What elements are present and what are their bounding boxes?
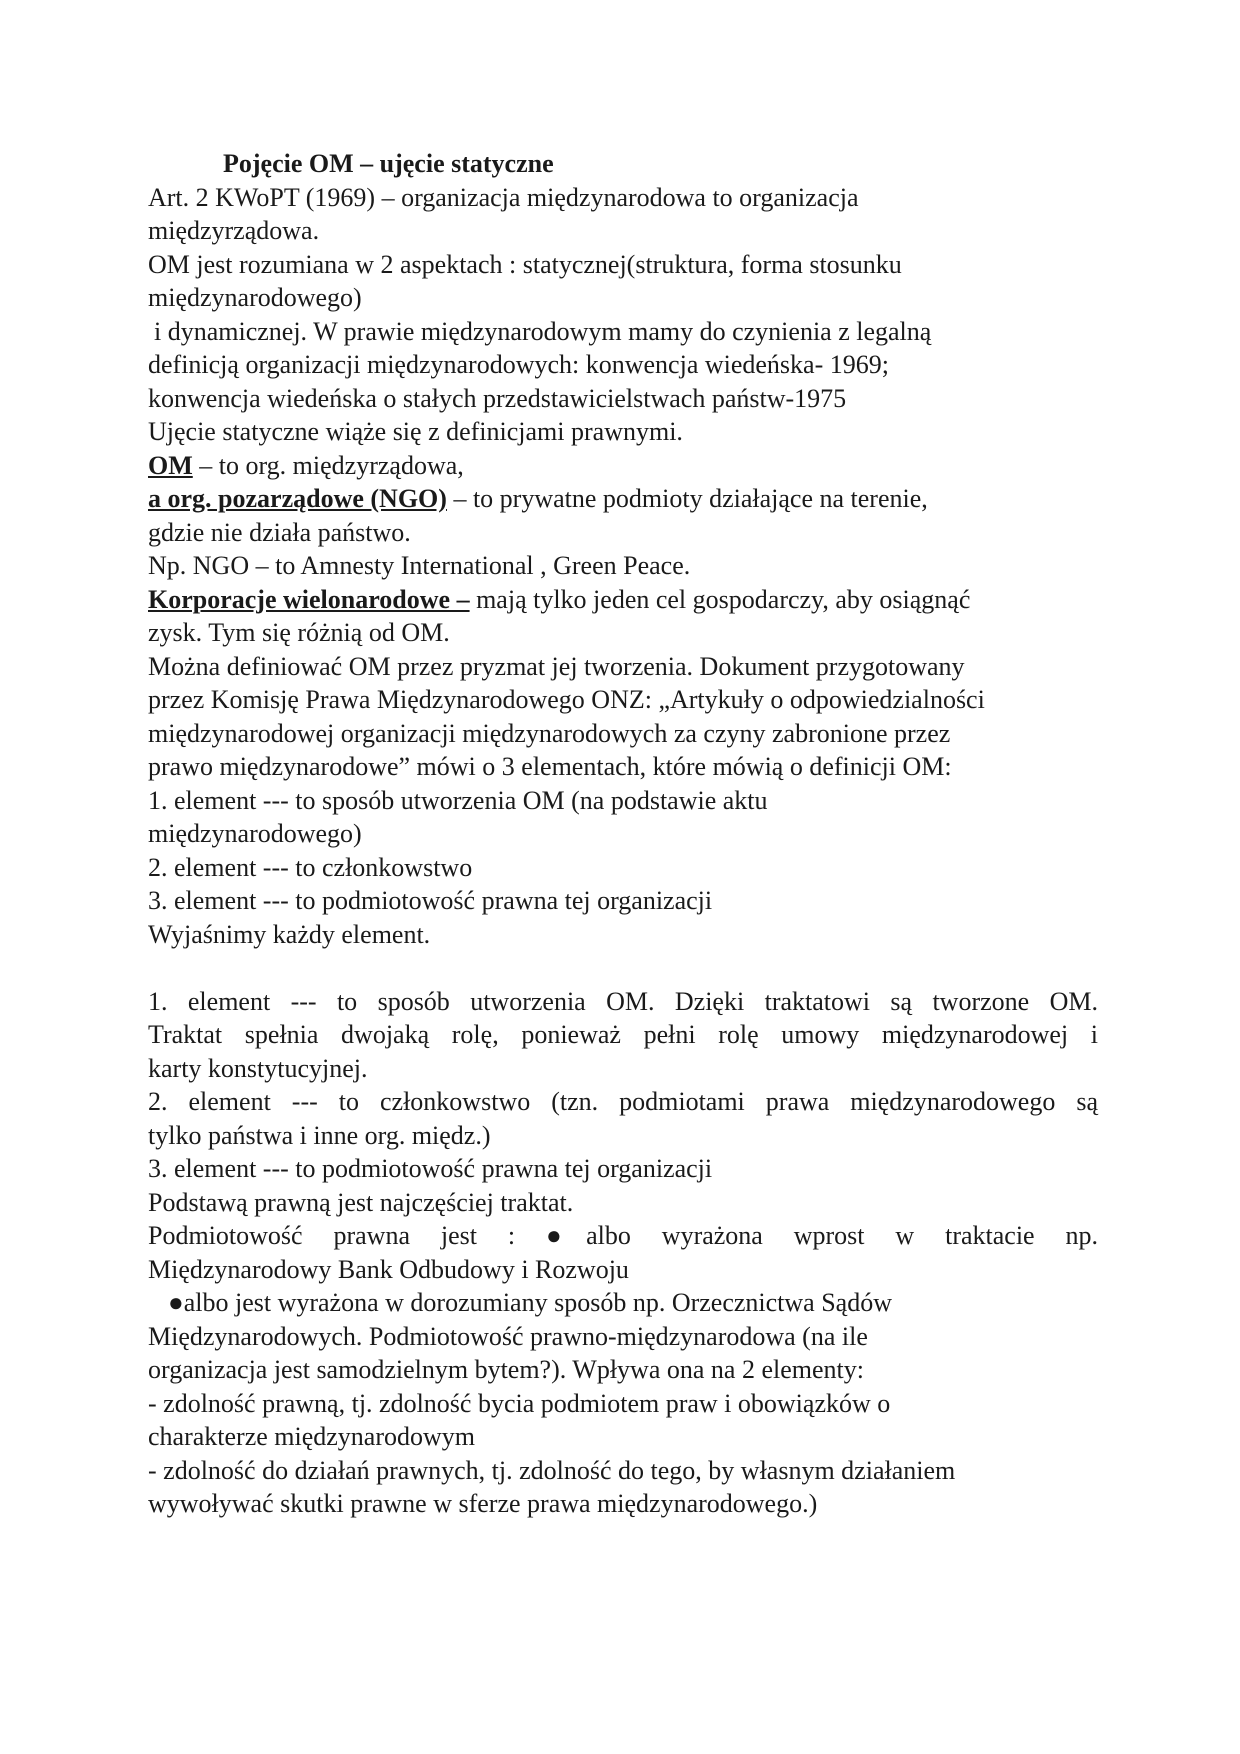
text-line: Art. 2 KWoPT (1969) – organizacja międzynarodowa to organizacja — [148, 182, 859, 212]
term-corporations: Korporacje wielonarodowe – — [148, 584, 470, 614]
text-line: międzynarodowego) — [148, 283, 362, 312]
text-line: 1. element --- to sposób utworzenia OM (na podstawie aktu — [148, 785, 768, 815]
text-line: i dynamicznej. W prawie międzynarodowym mamy do czynienia z legalną — [154, 316, 932, 346]
definition-line-ngo — [148, 482, 1098, 516]
definition-line-om — [148, 449, 1098, 483]
text-line: Międzynarodowy Bank Odbudowy i Rozwoju — [148, 1254, 629, 1284]
text-line: charakterze międzynarodowym — [148, 1422, 476, 1451]
text-line: OM jest rozumiana w 2 aspektach : statycznej(struktura, forma stosunku — [148, 249, 902, 279]
blank-line — [148, 951, 1098, 985]
text-line: 3. element --- to podmiotowość prawna tej organizacji — [148, 1154, 713, 1183]
document-title: Pojęcie OM – ujęcie statyczne — [223, 149, 554, 178]
text-line: międzynarodowego) — [148, 819, 362, 848]
text-line: gdzie nie działa państwo. — [148, 517, 411, 547]
text-line: tylko państwa i inne org. międz.) — [148, 1120, 491, 1150]
text-line: definicją organizacji międzynarodowych: konwencja wiedeńska- 1969; — [148, 350, 889, 379]
definition-text: mają tylko jeden cel gospodarczy, aby osiągnąć — [469, 584, 971, 614]
definition-line-corporations — [148, 583, 1098, 617]
text-line: zysk. Tym się różnią od OM. — [148, 618, 450, 647]
text-line: organizacja jest samodzielnym bytem?). Wpływa ona na 2 elementy: — [148, 1355, 864, 1384]
text-line: Można definiować OM przez pryzmat jej tworzenia. Dokument przygotowany — [148, 651, 965, 681]
text-line: konwencja wiedeńska o stałych przedstawicielstwach państw-1975 — [148, 383, 847, 413]
text-line: międzyrządowa. — [148, 216, 320, 245]
term-ngo: a org. pozarządowe (NGO) — [148, 484, 447, 513]
text-line: karty konstytucyjnej. — [148, 1053, 368, 1083]
text-line: przez Komisję Prawa Międzynarodowego ONZ: „Artykuły o odpowiedzialności — [148, 685, 985, 714]
text-line: prawo międzynarodowe” mówi o 3 elementach, które mówią o definicji OM: — [148, 752, 952, 781]
text-line: międzynarodowej organizacji międzynarodowych za czyny zabronione przez — [148, 718, 951, 748]
definition-text: – to org. międzyrządowa, — [192, 450, 464, 480]
text-line: 3. element --- to podmiotowość prawna tej organizacji — [148, 886, 713, 915]
text-line: Podmiotowość prawna jest : ●albo wyrażona wprost w traktacie np. — [148, 1221, 1098, 1250]
text-line: wywoływać skutki prawne w sferze prawa międzynarodowego.) — [148, 1489, 818, 1518]
term-om: OM — [148, 450, 193, 480]
text-line: 1. element --- to sposób utworzenia OM. Dzięki traktatowi są tworzone OM. — [148, 986, 1098, 1016]
definition-text: – to prywatne podmioty działające na terenie, — [446, 484, 928, 513]
text-line: ●albo jest wyrażona w dorozumiany sposób np. Orzecznictwa Sądów — [168, 1288, 893, 1317]
text-line: Podstawą prawną jest najczęściej traktat. — [148, 1187, 574, 1217]
text-line: 2. element --- to członkowstwo — [148, 852, 473, 882]
text-line: Traktat spełnia dwojaką rolę, ponieważ pełni rolę umowy międzynarodowej i — [148, 1020, 1098, 1049]
text-line: Ujęcie statyczne wiąże się z definicjami prawnymi. — [148, 417, 683, 446]
text-line: - zdolność prawną, tj. zdolność bycia podmiotem praw i obowiązków o — [148, 1388, 891, 1418]
text-line: Wyjaśnimy każdy element. — [148, 919, 431, 949]
text-line: - zdolność do działań prawnych, tj. zdolność do tego, by własnym działaniem — [148, 1455, 956, 1485]
document-body — [148, 147, 1098, 1521]
text-line: 2. element --- to członkowstwo (tzn. podmiotami prawa międzynarodowego są — [148, 1087, 1098, 1116]
text-line: Międzynarodowych. Podmiotowość prawno-międzynarodowa (na ile — [148, 1321, 868, 1351]
text-line: Np. NGO – to Amnesty International , Green Peace. — [148, 551, 691, 580]
